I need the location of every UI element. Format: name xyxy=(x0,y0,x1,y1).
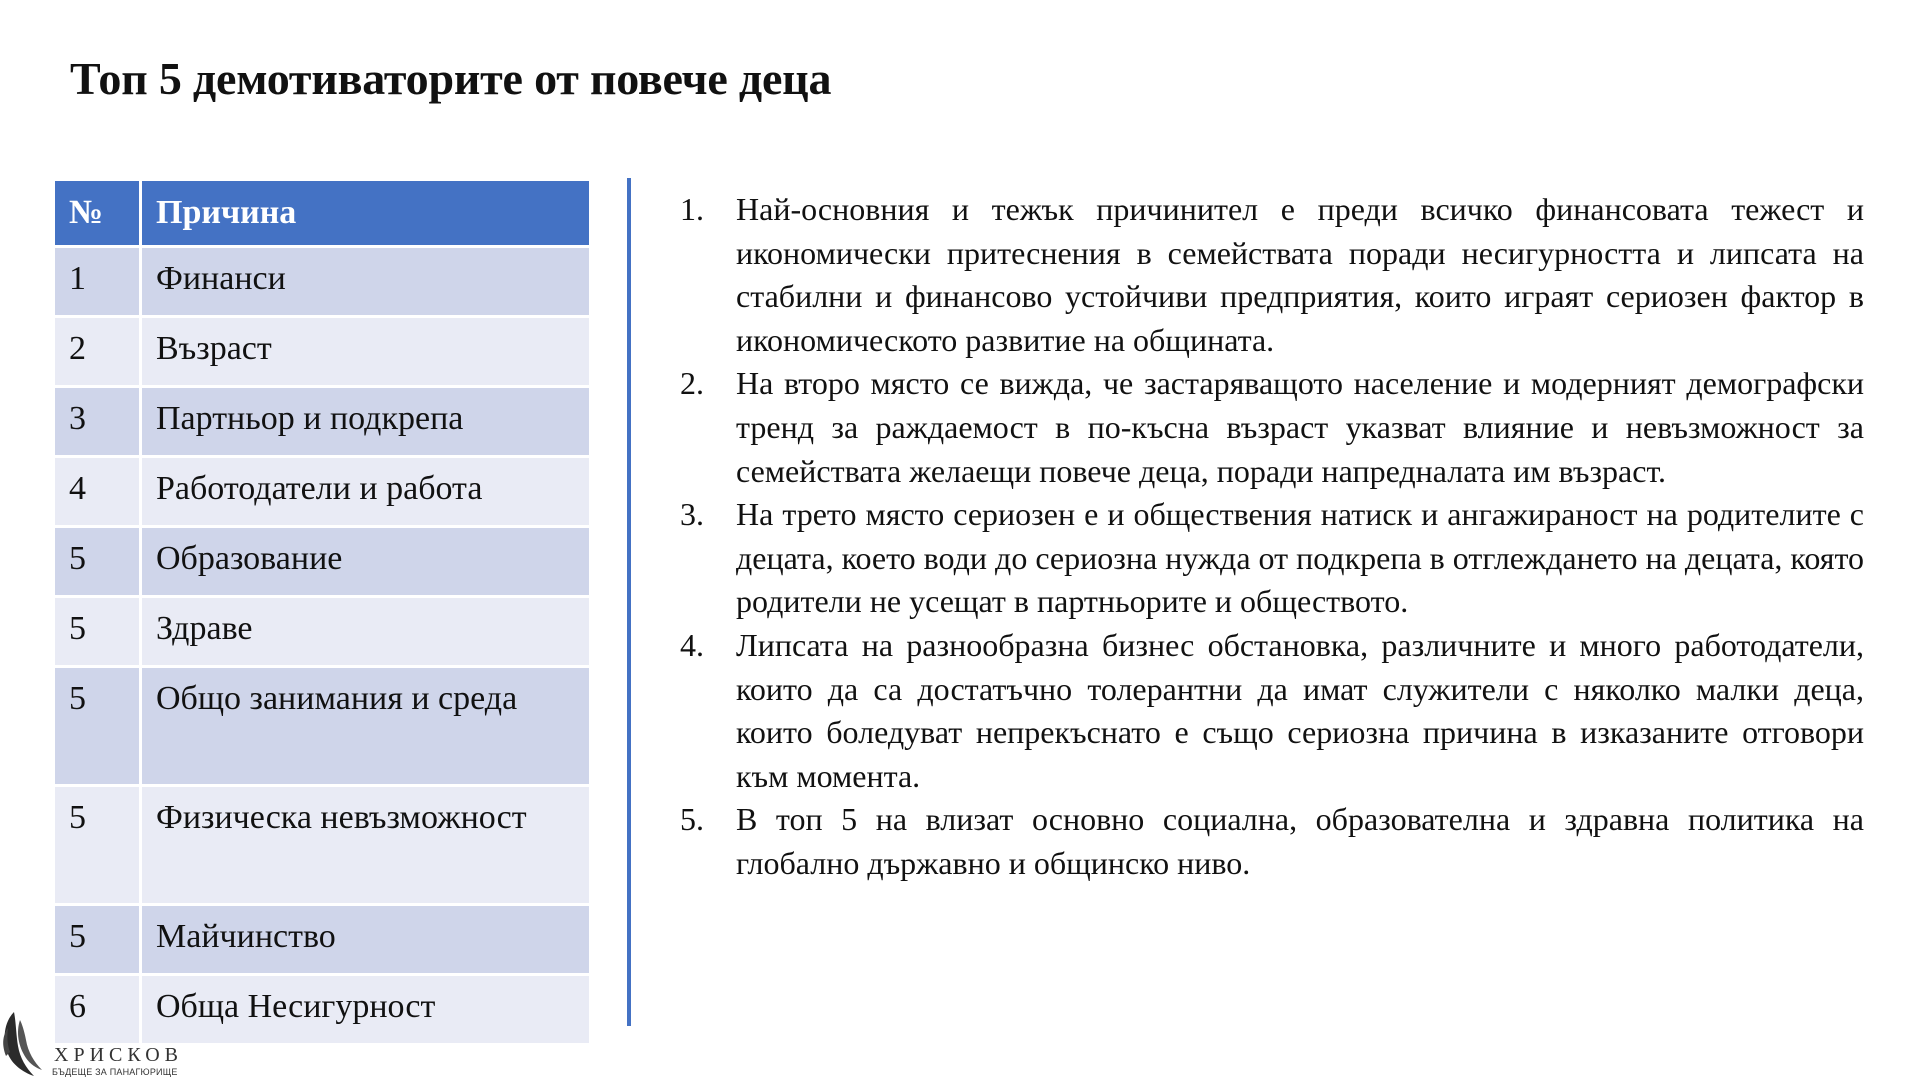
row-number: 5 xyxy=(54,786,141,905)
table-row xyxy=(54,905,591,975)
row-number: 2 xyxy=(54,317,141,387)
list-item-text: В топ 5 на влизат основно социална, образователна и здравна политика на глобално държавно и общинско ниво. xyxy=(736,801,1864,881)
row-reason: Общо занимания и среда xyxy=(141,667,591,786)
list-item-number: 2. xyxy=(680,365,704,402)
row-number: 5 xyxy=(54,905,141,975)
row-number: 6 xyxy=(54,975,141,1045)
row-reason: Здраве xyxy=(141,597,591,667)
table-row xyxy=(54,597,591,667)
row-number: 5 xyxy=(54,667,141,786)
row-reason: Майчинство xyxy=(141,905,591,975)
row-reason: Работодатели и работа xyxy=(141,457,591,527)
row-number: 4 xyxy=(54,457,141,527)
list-item-text: Липсата на разнообразна бизнес обстановка, различните и много работодатели, които да са достатъчно толерантни да имат служители с няколко малки деца, които боледуват непрекъснато е също сериозна причина в изказаните отговори към момента. xyxy=(736,626,1864,794)
list-item xyxy=(680,624,1864,798)
row-reason: Финанси xyxy=(141,247,591,317)
bird-wing-icon xyxy=(0,1006,60,1080)
row-reason: Обща Несигурност xyxy=(141,975,591,1045)
row-reason: Образование xyxy=(141,527,591,597)
row-number: 3 xyxy=(54,387,141,457)
table-row xyxy=(54,457,591,527)
list-item-text: На второ място се вижда, че застаряващото население и модерният демографски тренд за раждаемост в по-късна възраст указват влияние и невъзможност за семействата желаещи повече деца, поради напредналата им възраст. xyxy=(736,365,1864,489)
vertical-divider xyxy=(627,178,631,1026)
table-row xyxy=(54,786,591,905)
list-item xyxy=(680,362,1864,493)
list-item-number: 4. xyxy=(680,626,704,663)
table-header-row xyxy=(54,180,591,247)
column-header-number: № xyxy=(54,180,141,247)
list-item xyxy=(680,188,1864,362)
list-item xyxy=(680,493,1864,624)
causes-table xyxy=(52,178,592,1046)
explanation-list xyxy=(680,188,1864,886)
list-item-number: 3. xyxy=(680,496,704,533)
table-row xyxy=(54,317,591,387)
list-item-number: 5. xyxy=(680,801,704,838)
row-reason: Партньор и подкрепа xyxy=(141,387,591,457)
list-item-text: Най-основния и тежък причинител е преди всичко финансовата тежест и икономически притеснения в семействата поради несигурността и липсата на стабилни и финансово устойчиви предприятия, които играят сериозен фактор в икономическото развитие на общината. xyxy=(736,191,1864,358)
logo-brand-text: ХРИСКОВ xyxy=(54,1044,183,1066)
row-reason: Физическа невъзможност xyxy=(141,786,591,905)
table-row xyxy=(54,387,591,457)
column-header-reason: Причина xyxy=(141,180,591,247)
list-item xyxy=(680,798,1864,885)
logo-tagline: БЪДЕЩЕ ЗА ПАНАГЮРИЩЕ xyxy=(52,1067,178,1077)
row-number: 5 xyxy=(54,527,141,597)
row-number: 1 xyxy=(54,247,141,317)
page-title: Топ 5 демотиваторите от повече деца xyxy=(70,53,832,104)
list-item-text: На трето място сериозен е и обществения натиск и ангажираност на родителите с децата, което води до сериозна нужда от подкрепа в отглеждането на децата, която родители не усещат в партньорите и обществото. xyxy=(736,496,1864,620)
row-reason: Възраст xyxy=(141,317,591,387)
table-row xyxy=(54,247,591,317)
logo xyxy=(0,1006,200,1080)
table-row xyxy=(54,527,591,597)
list-item-number: 1. xyxy=(680,191,704,227)
row-number: 5 xyxy=(54,597,141,667)
table-row xyxy=(54,667,591,786)
